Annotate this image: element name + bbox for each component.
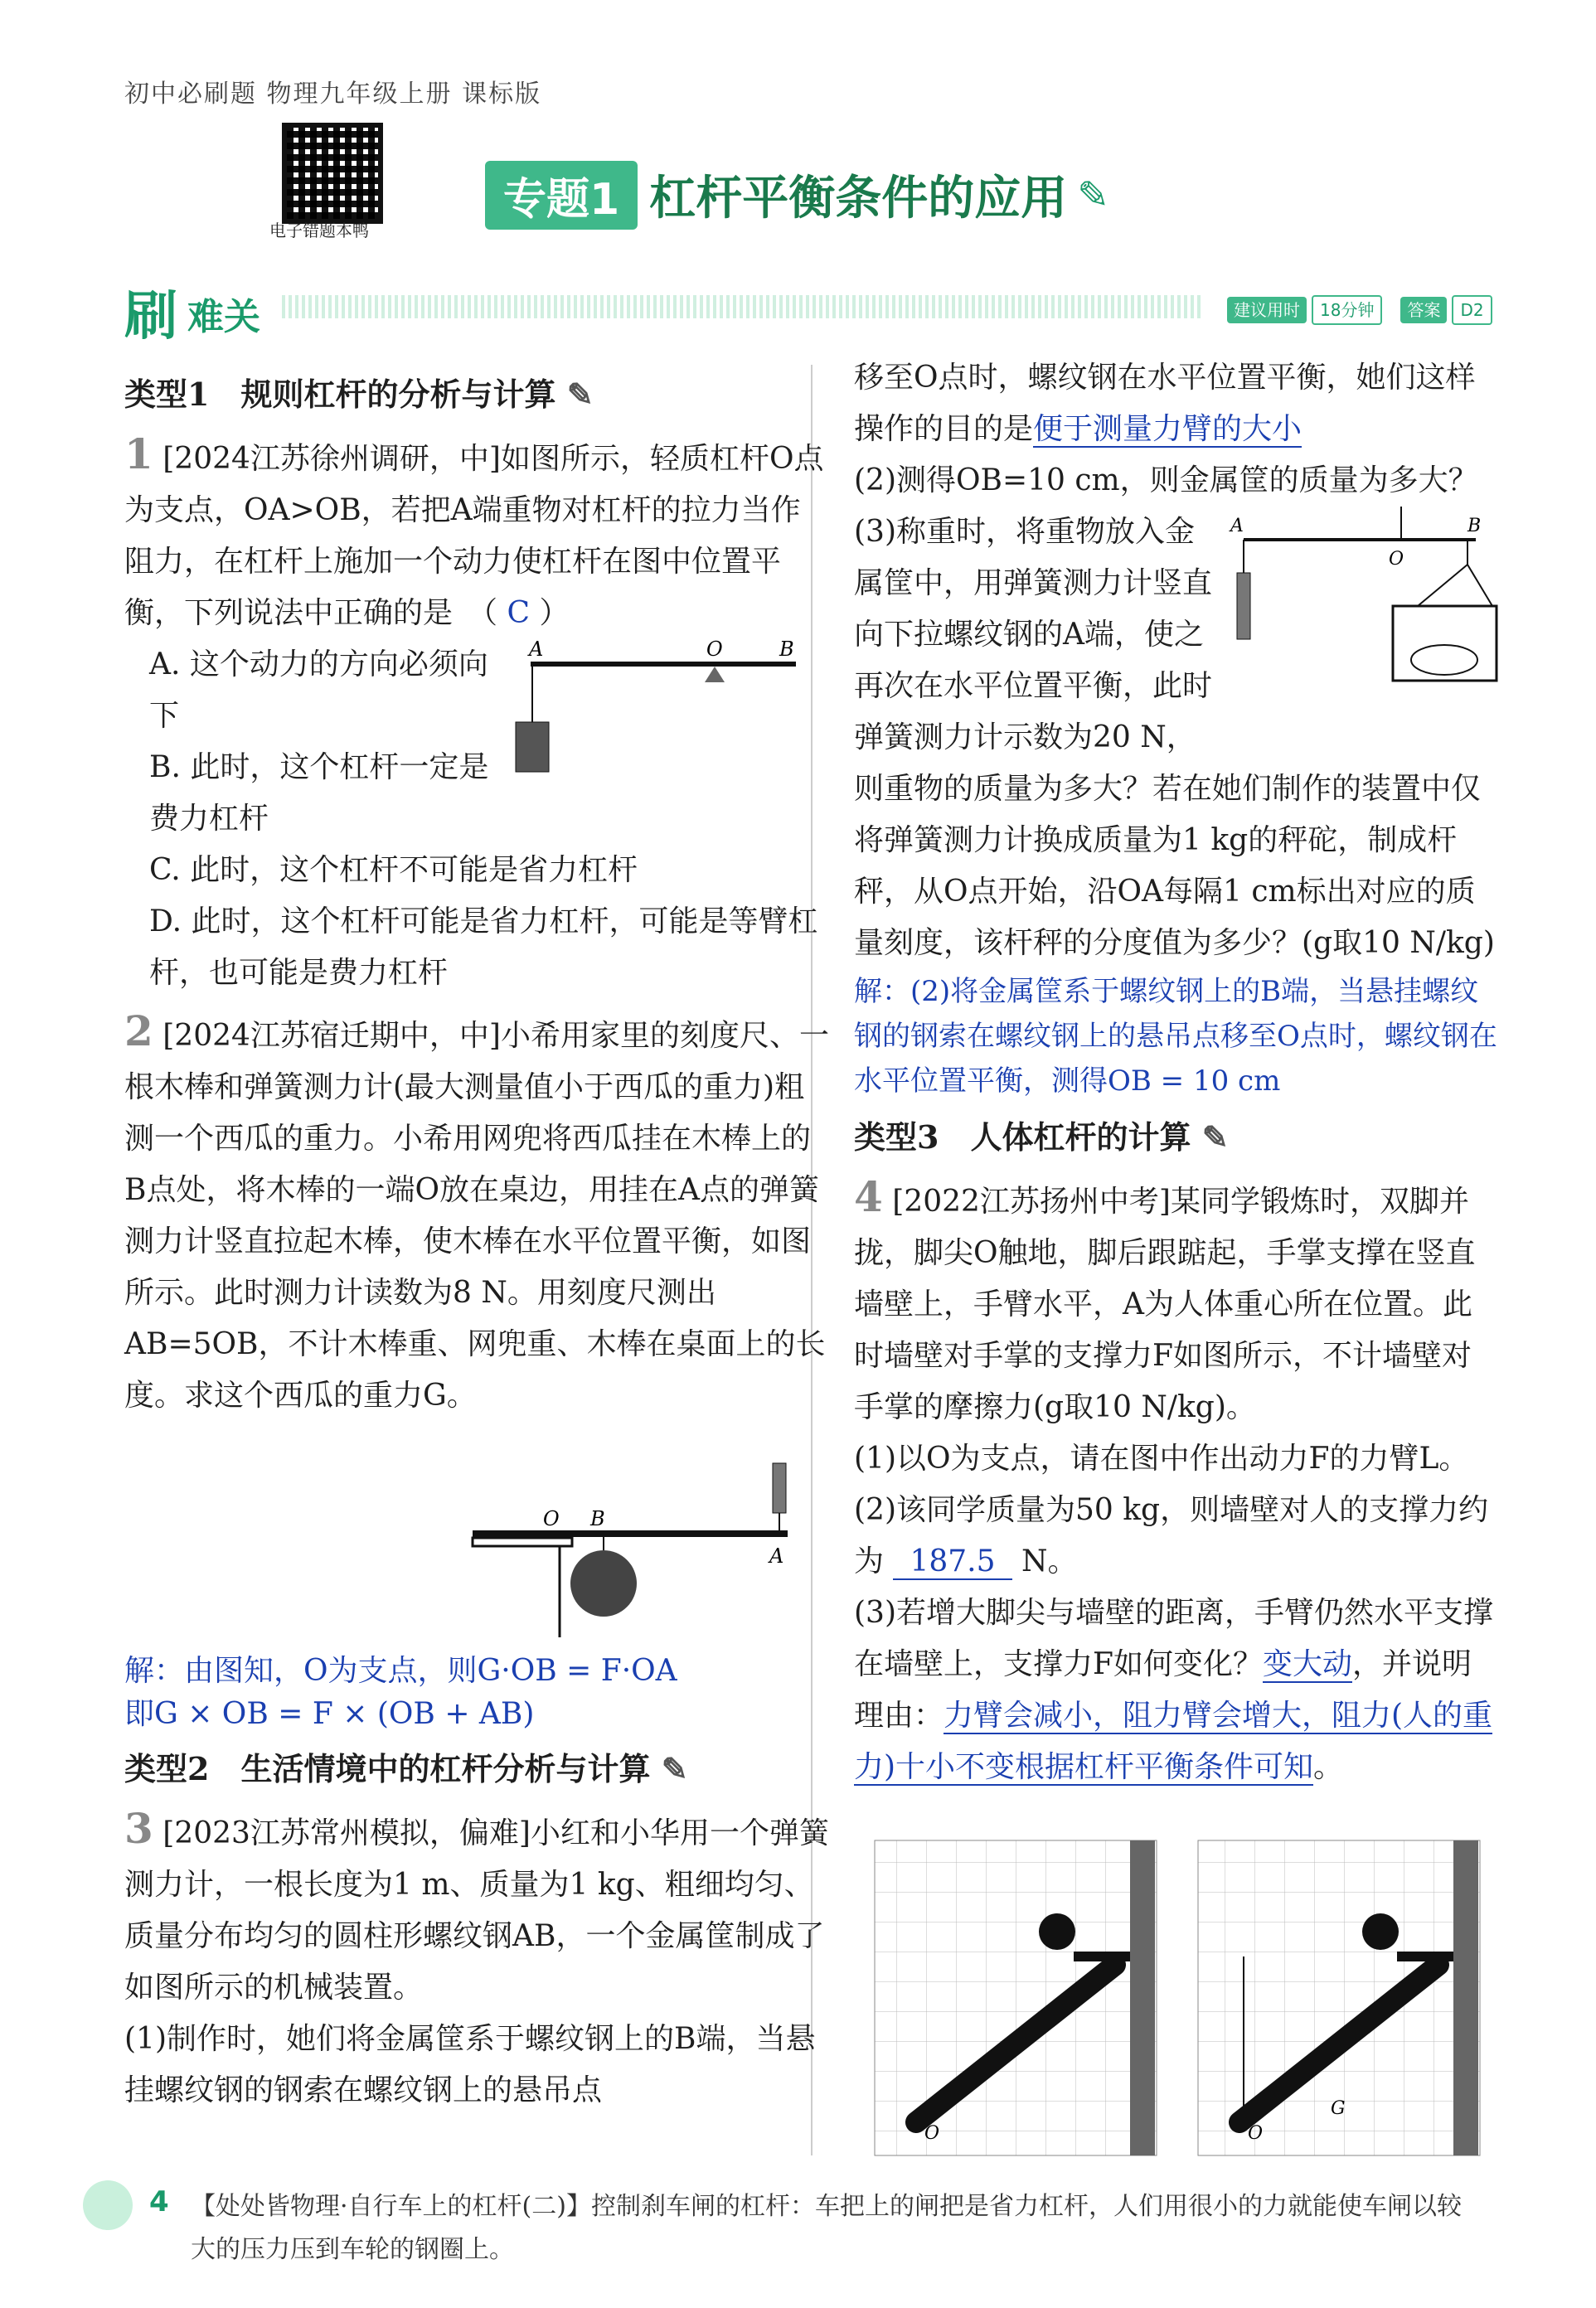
pen-icon: ✎ [566,376,594,413]
page-badge [83,2180,133,2230]
q3-part3: (3)称重时，将重物放入金属筐中，用弹簧测力计竖直向下拉螺纹钢的A端，使之再次在水平位置平衡，此时弹簧测力计示数为20 N，则重物的质量为多大？若在她们制作的装置中仅将弹簧测力计换成质量为1 kg的秤砣，制成杆秤，从O点开始，沿OA每隔1 cm标出对应的质量刻度，该杆秤的分度值为多少？(g取10 N/kg) [854,515,1495,960]
section-stripe [282,295,1202,318]
q3-part1: (1)制作时，她们将金属筐系于螺纹钢上的B端，当悬挂螺纹钢的钢索在螺纹钢上的悬吊点 [124,2022,816,2107]
svg-text:A: A [769,1544,784,1568]
q2-solution-2: 即G × OB = F × (OB + AB) [124,1697,535,1731]
q4-p3-reason-label: ，并说明理由： [854,1647,1472,1733]
svg-text:A: A [1230,516,1244,536]
page-title [485,164,1109,225]
right-column [854,352,1501,1793]
figure-left [875,1840,1157,2155]
q1-option-a: A. 这个动力的方向必须向下 [149,647,488,733]
q4-p3-text: (3)若增大脚尖与墙壁的距离，手臂仍然水平支撑在墙壁上，支撑力F如何变化？ [854,1596,1493,1681]
q1-number: 1 [124,429,153,478]
q1-option-b: B. 此时，这个杠杆一定是费力杠杆 [149,750,489,836]
head [1039,1913,1075,1950]
pen-icon: ✎ [1201,1118,1229,1156]
q4-part1: (1)以O为支点，请在图中作出动力F的力臂L。 [854,1442,1469,1476]
figure-right [1198,1840,1480,2155]
wall [1130,1840,1155,2155]
answer-label: 答案 [1400,297,1447,323]
svg-text:G: G [1331,2098,1346,2119]
q1-answer: C [507,596,531,630]
svg-text:O: O [924,2123,940,2144]
q4-part3 [854,1588,1501,1793]
q3-scale-figure [1227,507,1501,714]
page-number: 4 [149,2185,169,2218]
pen-icon: ✎ [661,1750,688,1787]
type2-text: 类型2 生活情境中的杠杆分析与计算 [124,1750,651,1787]
q3-part3-block [854,507,1501,969]
type1-text: 类型1 规则杠杆的分析与计算 [124,376,556,413]
watermelon [570,1550,637,1617]
q3-part2: (2)测得OB=10 cm，则金属筐的质量为多大？ [854,463,1478,497]
q4-p3-end: 。 [1313,1750,1344,1784]
q3-stem: [2023江苏常州模拟，偏难]小红和小华用一个弹簧测力计，一根长度为1 m、质量为1 kg、粗细均匀、质量分布均匀的圆柱形螺纹钢AB，一个金属筐制成了如图所示的机械装置。 [124,1816,829,2005]
svg-text:B: B [779,639,794,661]
svg-text:A: A [529,639,544,661]
metal-basket [1393,606,1497,681]
left-column [124,369,829,2116]
footer-tip: 【处处皆物理·自行车上的杠杆(二)】控制刹车闸的杠杆：车把上的闸把是省力杠杆，人们用很小的力就能使车闸以较大的压力压到车轮的钢圈上。 [191,2192,1462,2264]
q1-stem: [2024江苏徐州调研，中]如图所示，轻质杠杆O点为支点，OA>OB，若把A端重物对杠杆的拉力当作阻力，在杠杆上施加一个动力使杠杆在图中位置平衡，下列说法中正确的是 （ [124,442,824,630]
qr-label: 电子错题本鸭 [269,221,369,240]
spring-scale [1237,573,1250,639]
section-brand: 刷 [124,286,177,347]
question-4 [854,1171,1501,1793]
q4-p2-answer: 187.5 [893,1544,1011,1580]
head [1362,1913,1399,1950]
wall [1453,1840,1478,2155]
svg-text:B: B [1467,516,1482,536]
topic-title: 杠杆平衡条件的应用 [649,171,1068,225]
q1-lever-figure [497,639,829,788]
q2-stem: [2024江苏宿迁期中，中]小希用家里的刻度尺、一根木棒和弹簧测力计(最大测量值小于西瓜的重力)粗测一个西瓜的重力。小希用网兜将西瓜挂在木棒上的B点处，将木棒的一端O放在桌边，用挂在A点的弹簧测力计竖直拉起木棒，使木棒在水平位置平衡，如图所示。此时测力计读数为8 N。用刻度尺测出AB=5OB，不计木棒重、网兜重、木棒在桌面上的长度。求这个西瓜的重力G。 [124,1019,829,1413]
fulcrum [705,667,725,682]
q3-number: 3 [124,1804,153,1853]
type3-text: 类型3 人体杠杆的计算 [854,1118,1191,1156]
suggest-label: 建议用时 [1227,297,1307,323]
svg-text:O: O [706,639,723,661]
q2-watermelon-figure [124,1430,821,1646]
book-header: 初中必刷题 物理九年级上册 课标版 [124,80,542,109]
q3-continued [854,352,1501,455]
apple-book-icon: ✎ [1077,172,1109,217]
type1-heading [124,369,829,420]
section-meta [1227,295,1492,325]
q4-p2-unit: N。 [1021,1544,1078,1578]
table-edge [473,1538,572,1546]
type3-heading [854,1112,1501,1163]
question-3 [124,1803,829,2116]
type2-heading [124,1743,829,1795]
q4-p2-text: (2)该同学质量为50 kg，则墙壁对人的支撑力约为 [854,1493,1489,1578]
question-2 [124,1006,829,1740]
answer-page: D2 [1452,295,1492,325]
suggest-time: 18分钟 [1312,295,1382,325]
weight-block [516,722,549,772]
q2-solution-1: 解：由图知，O为支点，则G·OB = F·OA [124,1654,677,1688]
spring-scale [773,1463,786,1513]
qr-code[interactable] [282,123,383,224]
q4-pushup-figures [866,1832,1497,2164]
q4-part2 [854,1485,1501,1588]
q1-option-d: D. 此时，这个杠杆可能是省力杠杆，可能是等臂杠杆，也可能是费力杠杆 [149,904,818,990]
q4-stem: [2022江苏扬州中考]某同学锻炼时，双脚并拢，脚尖O触地，脚后跟踮起，手掌支撑在竖直墙壁上，手臂水平，A为人体重心所在位置。此时墙壁对手掌的支撑力F如图所示，不计墙壁对手掌的摩擦力(g取10 N/kg)。 [854,1185,1476,1424]
q3-cont-text: 移至O点时，螺纹钢在水平位置平衡，她们这样操作的目的是 [854,361,1476,446]
svg-text:B: B [590,1507,605,1530]
q4-p3-reason: 力臂会减小，阻力臂会增大，阻力(人的重力)十小不变根据杠杆平衡条件可知 [854,1699,1493,1784]
q3-solution: 解：(2)将金属筐系于螺纹钢上的B端，当悬挂螺纹钢的钢索在螺纹钢上的悬吊点移至O点时，螺纹钢在水平位置平衡，测得OB = 10 cm [854,975,1497,1098]
topic-badge: 专题1 [485,161,638,230]
svg-text:O: O [1248,2123,1264,2144]
q3-answer-1: 便于测量力臂的大小 [1033,412,1303,446]
section-sub: 难关 [187,296,260,338]
q2-number: 2 [124,1006,153,1055]
q1-option-c: C. 此时，这个杠杆不可能是省力杠杆 [149,853,638,887]
question-1 [124,429,829,999]
q4-p3-answer: 变大动 [1262,1647,1352,1681]
q1-close: ） [539,596,570,630]
q4-number: 4 [854,1172,883,1221]
svg-text:O: O [1389,549,1404,570]
svg-text:O: O [543,1507,560,1530]
